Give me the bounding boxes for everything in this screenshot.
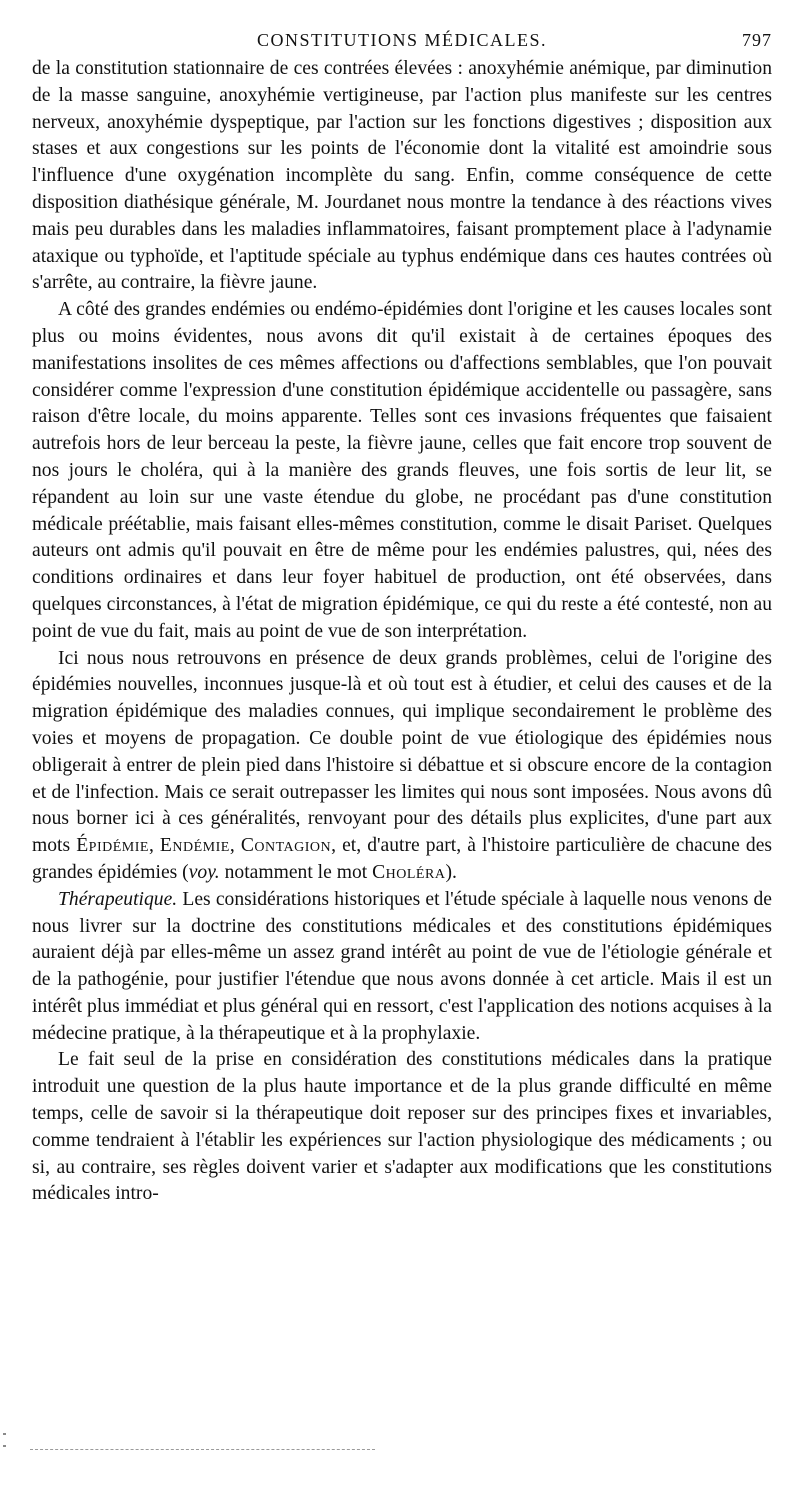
paragraph-text: ,	[229, 835, 241, 857]
scan-edge-mark	[3, 1433, 6, 1435]
paragraph-3	[32, 646, 772, 887]
page-number: 797	[742, 30, 772, 50]
paragraph-text: A côté des grandes endémies ou endémo-épidémies dont l'origine et les causes locales sont plus ou moins évidentes, nous avons dit qu'il existait à de certaines époques des manifestations insolites de ces mêmes affections ou d'affections semblables, que l'on pouvait considérer comme l'expression d'une constitution épidémique accidentelle ou passagère, sans raison d'être locale, du moins apparente. Telles sont ces invasions fréquentes que faisaient autrefois hors de leur berceau la peste, la fièvre jaune, celles que fait encore trop souvent de nos jours le choléra, qui à la manière des grands fleuves, une fois sortis de leur lit, se répandent au loin sur une vaste étendue du globe, ne procédant pas d'une constitution médicale préétablie, mais faisant elles-mêmes constitution, comme le disait Pariset. Quelques auteurs ont admis qu'il pouvait en être de même pour les endémies palustres, qui, nées des conditions ordinaires et dans leur foyer habituel de production, ont été observées, dans quelques circonstances, à l'état de migration épidémique, ce qui du reste a été contesté, non au point de vue du fait, mais au point de vue de son interprétation.	[32, 299, 772, 642]
paragraph-4	[32, 887, 772, 1048]
book-page	[32, 30, 772, 1208]
term-epidemie: Épidémie	[76, 835, 149, 857]
paragraph-text: ,	[148, 835, 160, 857]
paragraph-text: ).	[445, 861, 457, 883]
term-contagion: Contagion	[240, 835, 332, 857]
footer-rule	[30, 1449, 375, 1450]
scan-edge-mark	[3, 1445, 6, 1447]
paragraph-2	[32, 297, 772, 645]
paragraph-text: , et, d'autre part, à l'histoire particulière de chacune des grandes épidémies (	[32, 835, 773, 883]
paragraph-text: de la constitution stationnaire de ces contrées élevées : anoxyhémie anémique, par diminution de la masse sanguine, anoxyhémie vertigineuse, par l'action plus manifeste sur les centres nerveux, anoxyhémie dyspeptique, par l'action sur les fonctions digestives ; disposition aux stases et aux congestions sur les points de l'économie dont la vitalité est amoindrie sous l'influence d'une oxygénation incomplète du sang. Enfin, comme conséquence de cette disposition diathésique générale, M. Jourdanet nous montre la tendance à des réactions vives mais peu durables dans les maladies inflammatoires, faisant promptement place à l'adynamie ataxique ou typhoïde, et l'aptitude spéciale au typhus endémique dans ces hautes contrées où s'arrête, au contraire, la fièvre jaune.	[32, 58, 772, 294]
body-text	[32, 56, 772, 1208]
voy-abbreviation: voy.	[188, 861, 220, 883]
paragraph-text: Le fait seul de la prise en considération des constitutions médicales dans la pratique introduit une question de la plus haute importance et de la plus grande difficulté en même temps, celle de savoir si la thérapeutique doit reposer sur des principes fixes et invariables, comme tendraient à l'établir les expériences sur l'action physiologique des médicaments ; ou si, au contraire, ses règles doivent varier et s'adapter aux modifications que les constitutions médicales intro-	[32, 1049, 772, 1205]
paragraph-text: Ici nous nous retrouvons en présence de deux grands problèmes, celui de l'origine des épidémies nouvelles, inconnues jusque-là et où tout est à étudier, et celui des causes et de la migration épidémique des maladies connues, qui implique secondairement le problème des voies et moyens de propagation. Ce double point de vue étiologique des épidémies nous obligerait à entrer de plein pied dans l'histoire si débattue et si obscure encore de la contagion et de l'infection. Mais ce serait outrepasser les limites qui nous sont imposées. Nous avons dû nous borner ici à ces généralités, renvoyant pour des détails plus explicites, d'une part aux mots	[32, 647, 772, 857]
running-header	[32, 30, 772, 56]
section-heading-therapeutique: Thérapeutique.	[58, 888, 178, 910]
term-endemie: Endémie	[159, 835, 230, 857]
paragraph-text: Les considérations historiques et l'étude spéciale à laquelle nous venons de nous livrer sur la doctrine des constitutions médicales et des constitutions épidémiques auraient déjà par elles-même un assez grand intérêt au point de vue de l'étiologie générale et de la pathogénie, pour justifier l'étendue que nous avons donnée à cet article. Mais il est un intérêt plus immédiat et plus général qui en ressort, c'est l'application des notions acquises à la médecine pratique, à la thérapeutique et à la prophylaxie.	[32, 888, 772, 1044]
term-cholera: Choléra	[372, 861, 446, 883]
running-title: CONSTITUTIONS MÉDICALES.	[257, 30, 547, 50]
paragraph-1	[32, 56, 772, 297]
paragraph-text: notamment le mot	[219, 861, 373, 883]
paragraph-5	[32, 1047, 772, 1208]
